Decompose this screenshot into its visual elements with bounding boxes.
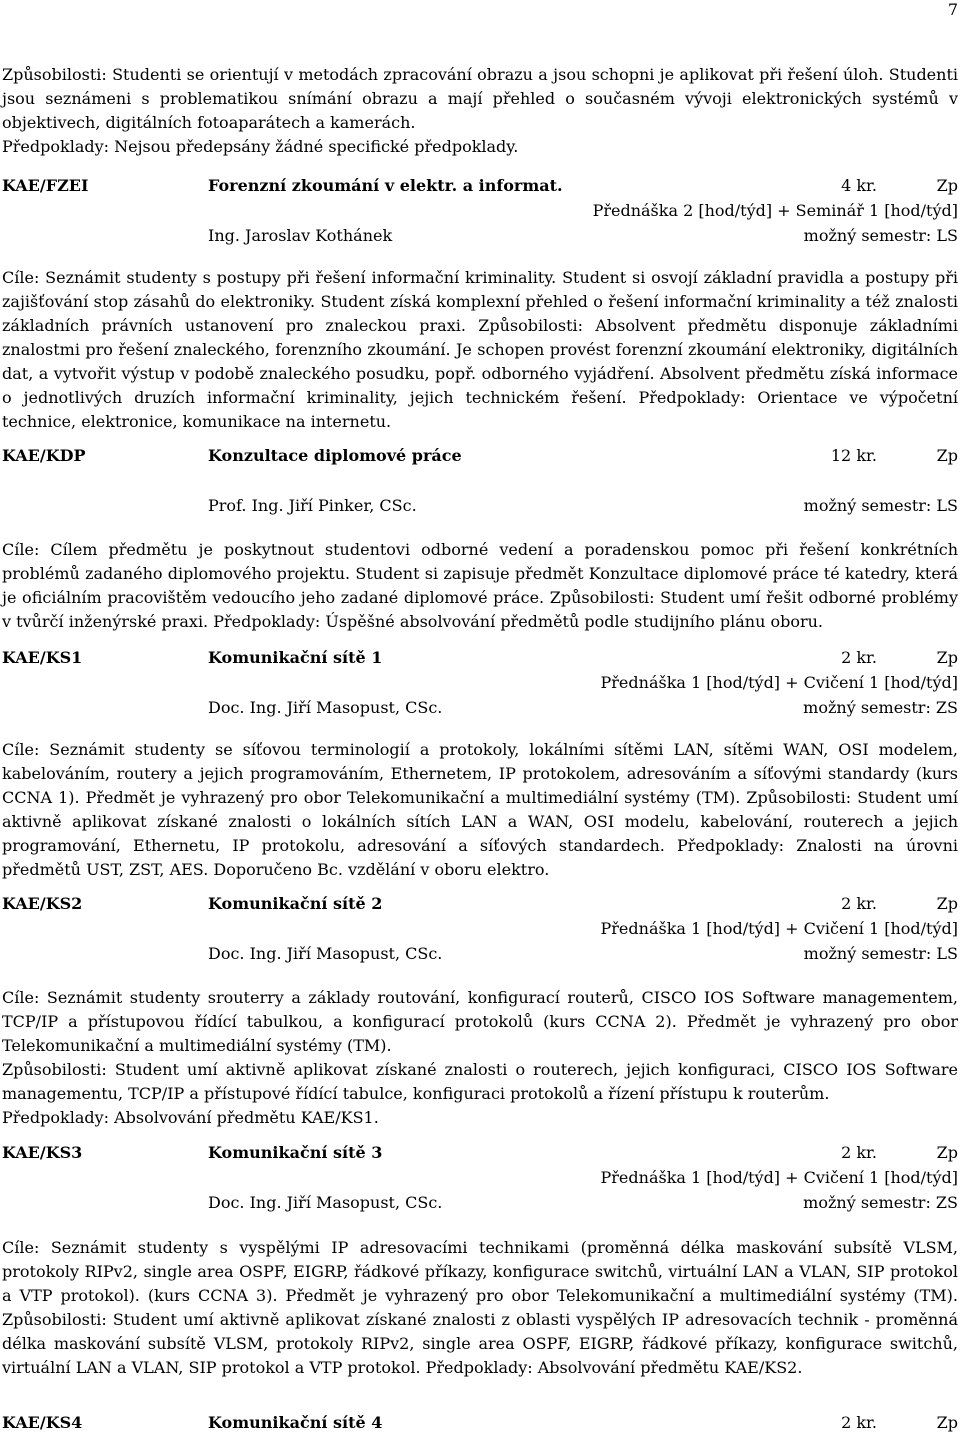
course-credits: 2 kr.	[841, 1413, 877, 1432]
course-lecturer: Doc. Ing. Jiří Masopust, CSc.	[208, 1193, 443, 1212]
course-completion: Zp	[936, 1413, 958, 1432]
course-lecturer: Prof. Ing. Jiří Pinker, CSc.	[208, 496, 417, 515]
course-lecturer: Doc. Ing. Jiří Masopust, CSc.	[208, 698, 443, 717]
course-description: Cíle: Cílem předmětu je poskytnout studentovi odborné vedení a poradenskou pomoc při řešení konkrétních problémů zadaného diplomového projektu. Student si zapisuje předmět Konzultace diplomové práce té katedry, která je oficiálním pracovištěm vedoucího jeho zadané diplomové práce. Způsobilosti: Student umí řešit odborné problémy v tvůrčí inženýrské praxi. Předpoklady: Úspěšné absolvování předmětů podle studijního plánu oboru.	[2, 540, 958, 631]
course-semester: možný semestr: LS	[803, 944, 958, 963]
course-header	[2, 443, 958, 518]
course-title: Komunikační sítě 3	[208, 1143, 383, 1162]
course-completion: Zp	[936, 1143, 958, 1162]
course-semester: možný semestr: LS	[803, 226, 958, 245]
course-lecturer: Doc. Ing. Jiří Masopust, CSc.	[208, 944, 443, 963]
course-description: Cíle: Seznámit studenty s postupy při řešení informační kriminality. Student si osvojí základní pravidla a postupy při zajišťování stop zásahů do elektroniky. Student získá komplexní přehled o řešení informační kriminality a též znalosti základních právních ustanovení pro znaleckou praxi. Způsobilosti: Absolvent předmětu disponuje základními znalostmi pro řešení znaleckého, forenzního zkoumání. Je schopen provést forenzní zkoumání elektroniky, digitálních dat, a vytvořit výstup v podobě znaleckého posudku, popř. odborného vyjádření. Absolvent předmětu získá informace o jednotlivých druzích informační kriminality, jejich technickém řešení. Předpoklady: Orientace ve výpočetní technice, elektronice, komunikace na internetu.	[2, 268, 958, 431]
course-title: Konzultace diplomové práce	[208, 446, 462, 465]
course-header	[2, 891, 958, 966]
course-completion: Zp	[936, 648, 958, 667]
course-credits: 4 kr.	[841, 176, 877, 195]
course-header	[2, 1410, 958, 1435]
course-code: KAE/KDP	[2, 446, 86, 465]
course-title: Komunikační sítě 1	[208, 648, 383, 667]
course-hours: Přednáška 1 [hod/týd] + Cvičení 1 [hod/týd]	[600, 673, 958, 692]
course-completion: Zp	[936, 176, 958, 195]
course-hours: Přednáška 2 [hod/týd] + Seminář 1 [hod/týd]	[592, 201, 958, 220]
course-title: Komunikační sítě 2	[208, 894, 383, 913]
course-description: Cíle: Seznámit studenty srouterry a základy routování, konfigurací routerů, CISCO IOS Software managementem, TCP/IP a přístupovou řídící tabulkou, a konfigurací protokolů (kurs CCNA 2). Předmět je vyhrazený pro obor Telekomunikační a multimediální systémy (TM). Způsobilosti: Student umí aktivně aplikovat získané znalosti o routerech, jejich konfiguraci, CISCO IOS Software managementu, TCP/IP a přístupové řídící tabulce, konfiguraci protokolů a řízení přístupu k routerům. Předpoklady: Absolvování předmětu KAE/KS1.	[2, 988, 958, 1127]
course-header	[2, 645, 958, 720]
intro-prerequisites: Předpoklady: Nejsou předepsány žádné specifické předpoklady.	[2, 137, 519, 156]
course-hours: Přednáška 1 [hod/týd] + Cvičení 1 [hod/týd]	[600, 919, 958, 938]
page-number: 7	[947, 0, 958, 19]
course-code: KAE/KS3	[2, 1143, 83, 1162]
course-semester: možný semestr: ZS	[803, 698, 958, 717]
course-code: KAE/KS2	[2, 894, 83, 913]
course-hours: Přednáška 1 [hod/týd] + Cvičení 1 [hod/týd]	[600, 1168, 958, 1187]
course-code: KAE/KS1	[2, 648, 83, 667]
course-title: Forenzní zkoumání v elektr. a informat.	[208, 176, 563, 195]
course-description: Cíle: Seznámit studenty se síťovou terminologií a protokoly, lokálními sítěmi LAN, sítěmi WAN, OSI modelem, kabelováním, routery a jejich programováním, Ethernetem, IP protokolem, adresováním a síťovými standardy (kurs CCNA 1). Předmět je vyhrazený pro obor Telekomunikační a multimediální systémy (TM). Způsobilosti: Student umí aktivně aplikovat získané znalosti o lokálních sítích LAN a WAN, OSI modelu, kabelování, routerech a jejich programování, Ethernetu, IP protokolu, adresování a síťových standardech. Předpoklady: Znalosti na úrovni předmětů UST, ZST, AES. Doporučeno Bc. vzdělání v oboru elektro.	[2, 740, 958, 879]
course-header	[2, 173, 958, 248]
course-code: KAE/KS4	[2, 1413, 83, 1432]
course-credits: 2 kr.	[841, 1143, 877, 1162]
course-credits: 2 kr.	[841, 648, 877, 667]
course-header	[2, 1140, 958, 1215]
course-completion: Zp	[936, 446, 958, 465]
course-credits: 2 kr.	[841, 894, 877, 913]
course-semester: možný semestr: LS	[803, 496, 958, 515]
course-title: Komunikační sítě 4	[208, 1413, 383, 1432]
course-credits: 12 kr.	[830, 446, 877, 465]
intro-text: Způsobilosti: Studenti se orientují v metodách zpracování obrazu a jsou schopni je aplikovat při řešení úloh. Studenti jsou seznámeni s problematikou snímání obrazu a mají přehled o současném vývoji elektronických systémů v objektivech, digitálních fotoaparátech a kamerách.	[2, 65, 958, 132]
course-description: Cíle: Seznámit studenty s vyspělými IP adresovacími technikami (proměnná délka maskování subsítě VLSM, protokoly RIPv2, single area OSPF, EIGRP, řádkové příkazy, konfigurace switchů, virtuální LAN a VLAN, SIP protokol a VTP protokol). (kurs CCNA 3). Předmět je vyhrazený pro obor Telekomunikační a multimediální systémy (TM). Způsobilosti: Student umí aktivně aplikovat získané znalosti z oblasti vyspělých IP adresovacích technik - proměnná délka maskování subsítě VLSM, protokoly RIPv2, single area OSPF, EIGRP, řádkové příkazy, konfigurace switchů, virtuální LAN a VLAN, SIP protokol a VTP protokol. Předpoklady: Absolvování předmětu KAE/KS2.	[2, 1238, 958, 1377]
course-lecturer: Ing. Jaroslav Kothánek	[208, 226, 393, 245]
course-completion: Zp	[936, 894, 958, 913]
course-code: KAE/FZEI	[2, 176, 89, 195]
intro-paragraph	[2, 63, 958, 135]
course-semester: možný semestr: ZS	[803, 1193, 958, 1212]
